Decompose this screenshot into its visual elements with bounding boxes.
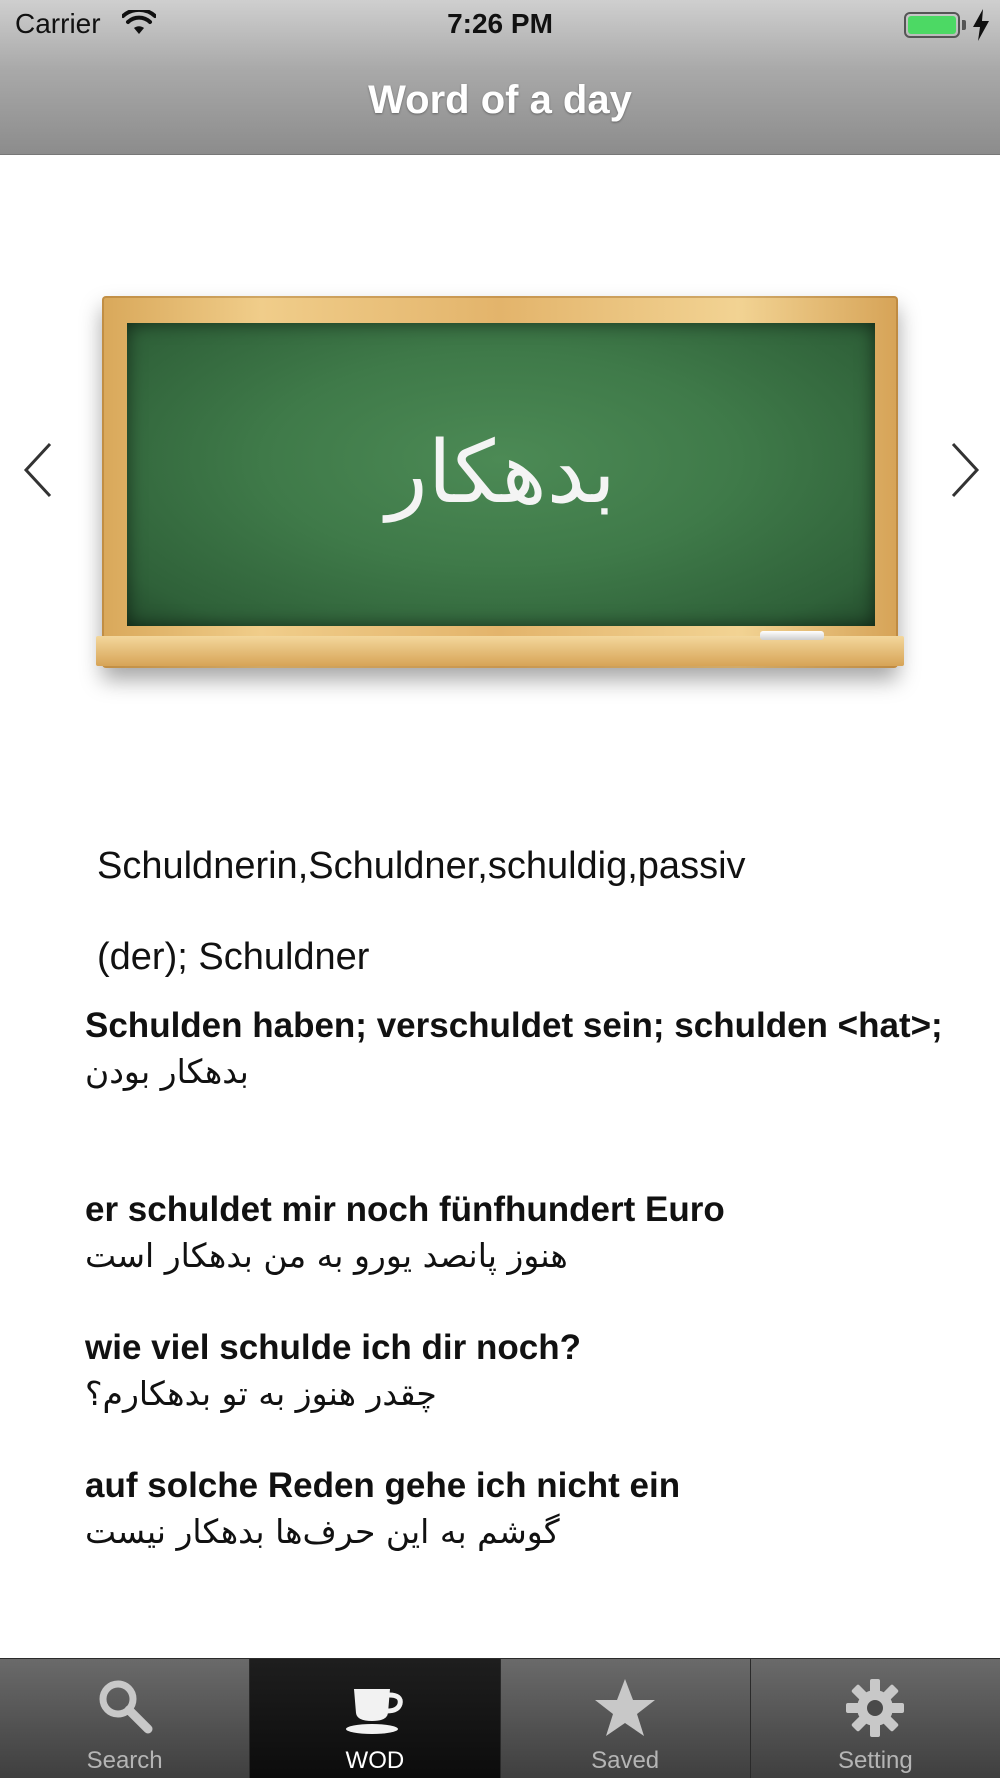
gear-icon <box>842 1675 908 1741</box>
example-german: wie viel schulde ich dir noch? <box>85 1328 581 1367</box>
tab-label: WOD <box>345 1747 405 1774</box>
chalkboard-ledge <box>96 636 904 666</box>
example-persian: بدهکار بودن <box>85 1052 249 1091</box>
search-icon <box>92 1675 158 1741</box>
tab-saved[interactable] <box>501 1659 751 1778</box>
chalkboard-frame <box>102 296 898 668</box>
status-time: 7:26 PM <box>447 8 553 39</box>
next-word-arrow-icon[interactable] <box>945 440 985 500</box>
example-item <box>85 1187 945 1279</box>
chalkboard <box>127 323 875 626</box>
tab-label: Saved <box>591 1747 660 1774</box>
navigation-bar <box>0 0 1000 155</box>
tab-wod[interactable] <box>250 1659 500 1778</box>
battery-icon <box>904 12 960 38</box>
status-bar <box>0 0 1000 50</box>
previous-word-arrow-icon[interactable] <box>18 440 58 500</box>
example-persian: گوشم به این حرف‌ها بدهکار نیست <box>85 1512 560 1551</box>
charging-bolt-icon <box>970 8 992 42</box>
word-of-day: بدهکار <box>386 423 616 523</box>
example-item <box>85 1463 945 1555</box>
tab-label: Setting <box>838 1747 913 1774</box>
example-item <box>85 1003 945 1095</box>
star-icon <box>592 1675 658 1741</box>
example-german: auf solche Reden gehe ich nicht ein <box>85 1466 681 1505</box>
carrier-label: Carrier <box>15 8 101 39</box>
example-persian: هنوز پانصد یورو به من بدهکار است <box>85 1236 568 1275</box>
example-german: er schuldet mir noch fünfhundert Euro <box>85 1190 725 1229</box>
example-persian: چقدر هنوز به تو بدهکارم؟ <box>85 1374 437 1413</box>
tab-label: Search <box>86 1747 163 1774</box>
chalk-piece <box>760 631 824 640</box>
battery-tip <box>962 20 966 30</box>
word-synonyms: Schuldnerin,Schuldner,schuldig,passiv <box>97 845 746 887</box>
tab-search[interactable] <box>0 1659 250 1778</box>
coffee-cup-icon <box>342 1675 408 1741</box>
word-article: (der); Schuldner <box>97 936 370 978</box>
tab-bar <box>0 1658 1000 1778</box>
example-item <box>85 1325 945 1417</box>
tab-setting[interactable] <box>751 1659 1000 1778</box>
example-german: Schulden haben; verschuldet sein; schulden <hat>; <box>85 1006 943 1045</box>
page-title: Word of a day <box>368 78 632 122</box>
